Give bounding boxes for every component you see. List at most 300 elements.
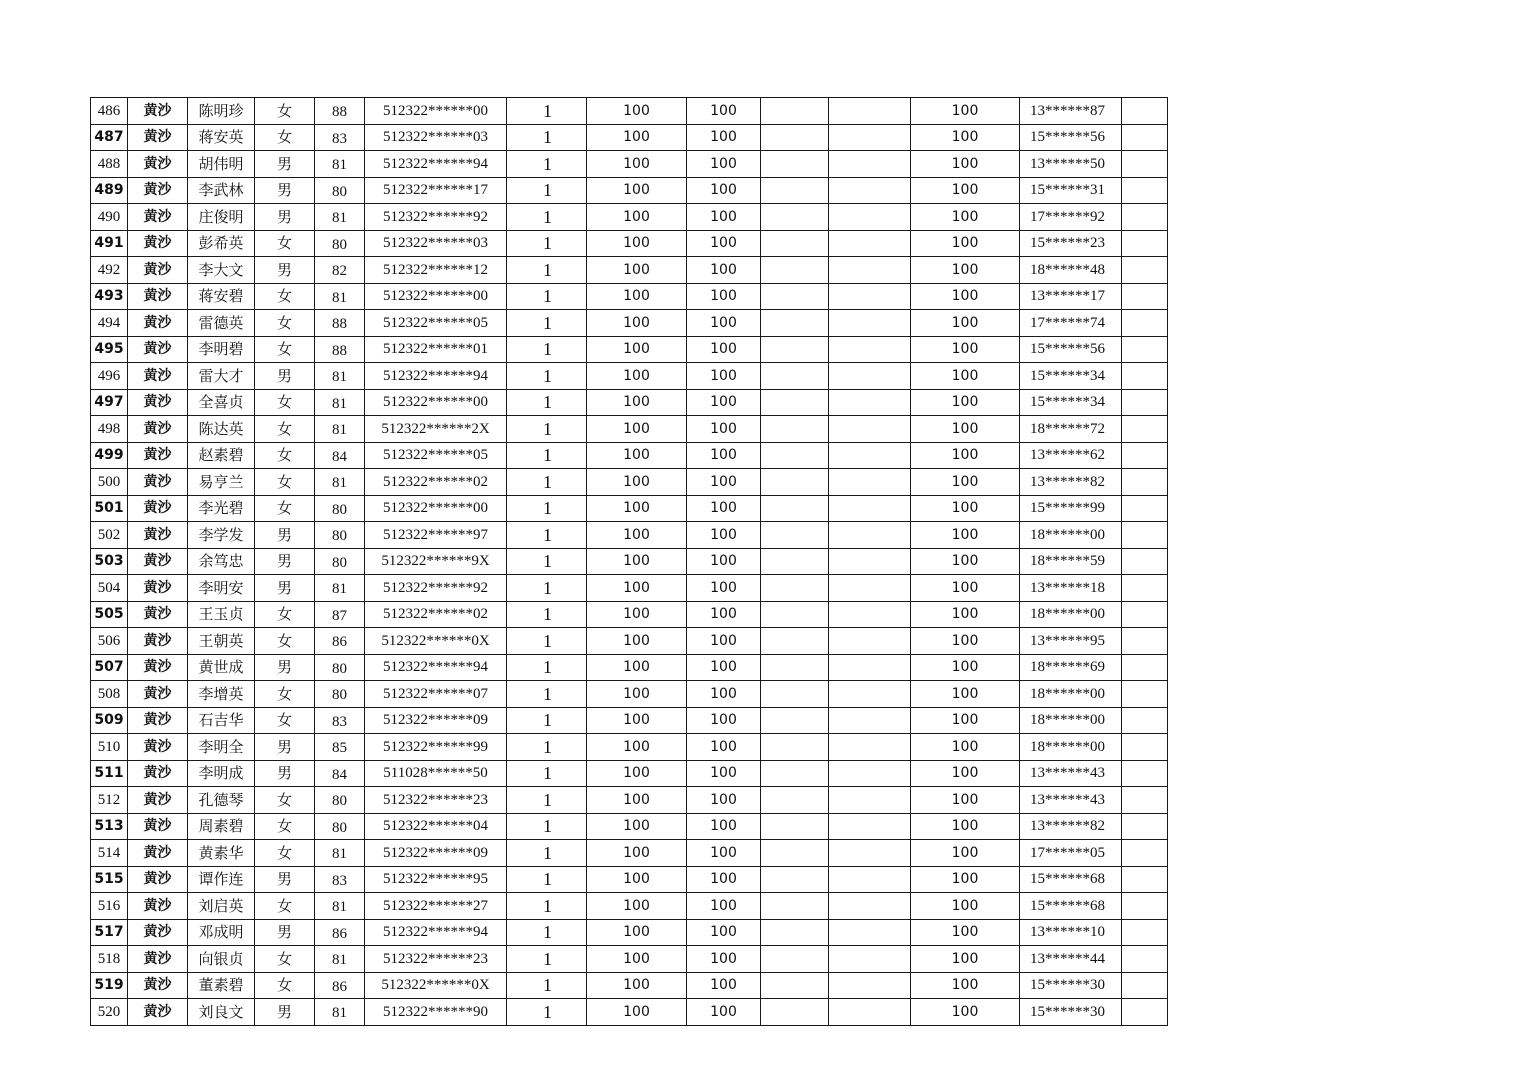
town-cell: 黄沙: [128, 548, 188, 575]
sex-cell: 女: [255, 972, 315, 999]
quantity-cell: 1: [507, 310, 587, 337]
row-number-cell: 504: [91, 575, 128, 602]
quantity-cell: 1: [507, 654, 587, 681]
sex-cell: 女: [255, 707, 315, 734]
age-cell: 85: [315, 734, 365, 761]
amount-b-cell: 100: [687, 257, 761, 284]
empty-cell: [829, 946, 911, 973]
age-cell: 81: [315, 389, 365, 416]
age-cell: 81: [315, 151, 365, 178]
quantity-cell: 1: [507, 866, 587, 893]
age-cell: 81: [315, 575, 365, 602]
empty-cell: [1122, 999, 1168, 1026]
amount-a-cell: 100: [587, 548, 687, 575]
amount-b-cell: 100: [687, 548, 761, 575]
table-row: [91, 787, 1168, 814]
amount-c-cell: 100: [911, 946, 1020, 973]
name-cell: 胡伟明: [188, 151, 255, 178]
amount-a-cell: 100: [587, 999, 687, 1026]
table-row: [91, 495, 1168, 522]
quantity-cell: 1: [507, 760, 587, 787]
amount-c-cell: 100: [911, 177, 1020, 204]
quantity-cell: 1: [507, 707, 587, 734]
quantity-cell: 1: [507, 495, 587, 522]
quantity-cell: 1: [507, 177, 587, 204]
empty-cell: [829, 575, 911, 602]
age-cell: 88: [315, 98, 365, 125]
empty-cell: [761, 946, 829, 973]
empty-cell: [761, 787, 829, 814]
amount-a-cell: 100: [587, 363, 687, 390]
sex-cell: 女: [255, 495, 315, 522]
empty-cell: [829, 124, 911, 151]
empty-cell: [1122, 310, 1168, 337]
age-cell: 84: [315, 442, 365, 469]
empty-cell: [761, 681, 829, 708]
table-body: [91, 98, 1168, 1026]
id-number-cell: 512322******02: [365, 601, 507, 628]
quantity-cell: 1: [507, 840, 587, 867]
quantity-cell: 1: [507, 734, 587, 761]
empty-cell: [1122, 230, 1168, 257]
table-row: [91, 469, 1168, 496]
table-row: [91, 681, 1168, 708]
town-cell: 黄沙: [128, 98, 188, 125]
amount-a-cell: 100: [587, 151, 687, 178]
quantity-cell: 1: [507, 972, 587, 999]
sex-cell: 男: [255, 522, 315, 549]
empty-cell: [829, 230, 911, 257]
quantity-cell: 1: [507, 469, 587, 496]
row-number-cell: 510: [91, 734, 128, 761]
sex-cell: 男: [255, 919, 315, 946]
sex-cell: 男: [255, 654, 315, 681]
empty-cell: [761, 177, 829, 204]
table-row: [91, 813, 1168, 840]
amount-a-cell: 100: [587, 310, 687, 337]
id-number-cell: 512322******94: [365, 151, 507, 178]
quantity-cell: 1: [507, 787, 587, 814]
amount-c-cell: 100: [911, 601, 1020, 628]
age-cell: 86: [315, 919, 365, 946]
sex-cell: 男: [255, 363, 315, 390]
quantity-cell: 1: [507, 151, 587, 178]
quantity-cell: 1: [507, 336, 587, 363]
table-row: [91, 310, 1168, 337]
age-cell: 80: [315, 230, 365, 257]
empty-cell: [829, 310, 911, 337]
amount-b-cell: 100: [687, 389, 761, 416]
sex-cell: 女: [255, 336, 315, 363]
empty-cell: [761, 257, 829, 284]
id-number-cell: 512322******12: [365, 257, 507, 284]
amount-a-cell: 100: [587, 866, 687, 893]
empty-cell: [1122, 866, 1168, 893]
age-cell: 80: [315, 522, 365, 549]
table-row: [91, 416, 1168, 443]
table-row: [91, 442, 1168, 469]
age-cell: 88: [315, 336, 365, 363]
age-cell: 81: [315, 283, 365, 310]
town-cell: 黄沙: [128, 257, 188, 284]
amount-c-cell: 100: [911, 707, 1020, 734]
town-cell: 黄沙: [128, 681, 188, 708]
amount-c-cell: 100: [911, 734, 1020, 761]
amount-c-cell: 100: [911, 840, 1020, 867]
name-cell: 陈明珍: [188, 98, 255, 125]
age-cell: 86: [315, 972, 365, 999]
name-cell: 雷大才: [188, 363, 255, 390]
empty-cell: [829, 416, 911, 443]
amount-b-cell: 100: [687, 495, 761, 522]
empty-cell: [829, 840, 911, 867]
sex-cell: 男: [255, 999, 315, 1026]
amount-c-cell: 100: [911, 628, 1020, 655]
town-cell: 黄沙: [128, 654, 188, 681]
phone-cell: 15******68: [1020, 893, 1122, 920]
town-cell: 黄沙: [128, 919, 188, 946]
town-cell: 黄沙: [128, 177, 188, 204]
phone-cell: 13******43: [1020, 760, 1122, 787]
phone-cell: 17******74: [1020, 310, 1122, 337]
empty-cell: [1122, 972, 1168, 999]
name-cell: 刘启英: [188, 893, 255, 920]
quantity-cell: 1: [507, 522, 587, 549]
amount-a-cell: 100: [587, 654, 687, 681]
name-cell: 彭希英: [188, 230, 255, 257]
quantity-cell: 1: [507, 681, 587, 708]
empty-cell: [829, 548, 911, 575]
empty-cell: [761, 336, 829, 363]
table-row: [91, 230, 1168, 257]
empty-cell: [1122, 893, 1168, 920]
row-number-cell: 497: [91, 389, 128, 416]
table-row: [91, 601, 1168, 628]
row-number-cell: 494: [91, 310, 128, 337]
name-cell: 邓成明: [188, 919, 255, 946]
empty-cell: [829, 257, 911, 284]
sex-cell: 女: [255, 469, 315, 496]
town-cell: 黄沙: [128, 363, 188, 390]
amount-c-cell: 100: [911, 866, 1020, 893]
amount-a-cell: 100: [587, 522, 687, 549]
empty-cell: [829, 681, 911, 708]
quantity-cell: 1: [507, 416, 587, 443]
phone-cell: 15******34: [1020, 389, 1122, 416]
phone-cell: 15******56: [1020, 336, 1122, 363]
phone-cell: 18******00: [1020, 601, 1122, 628]
amount-c-cell: 100: [911, 972, 1020, 999]
table-row: [91, 124, 1168, 151]
town-cell: 黄沙: [128, 416, 188, 443]
amount-b-cell: 100: [687, 124, 761, 151]
empty-cell: [761, 866, 829, 893]
age-cell: 80: [315, 654, 365, 681]
amount-a-cell: 100: [587, 787, 687, 814]
phone-cell: 18******72: [1020, 416, 1122, 443]
id-number-cell: 512322******17: [365, 177, 507, 204]
table-row: [91, 151, 1168, 178]
table-row: [91, 707, 1168, 734]
table-row: [91, 575, 1168, 602]
row-number-cell: 501: [91, 495, 128, 522]
empty-cell: [829, 707, 911, 734]
town-cell: 黄沙: [128, 813, 188, 840]
amount-c-cell: 100: [911, 151, 1020, 178]
amount-b-cell: 100: [687, 522, 761, 549]
sex-cell: 男: [255, 760, 315, 787]
sex-cell: 女: [255, 681, 315, 708]
quantity-cell: 1: [507, 893, 587, 920]
empty-cell: [829, 336, 911, 363]
table-row: [91, 336, 1168, 363]
amount-a-cell: 100: [587, 707, 687, 734]
phone-cell: 18******69: [1020, 654, 1122, 681]
name-cell: 李增英: [188, 681, 255, 708]
name-cell: 李光碧: [188, 495, 255, 522]
empty-cell: [829, 442, 911, 469]
phone-cell: 15******23: [1020, 230, 1122, 257]
id-number-cell: 512322******00: [365, 495, 507, 522]
age-cell: 81: [315, 204, 365, 231]
age-cell: 80: [315, 548, 365, 575]
table-row: [91, 363, 1168, 390]
id-number-cell: 512322******95: [365, 866, 507, 893]
name-cell: 蒋安英: [188, 124, 255, 151]
town-cell: 黄沙: [128, 972, 188, 999]
age-cell: 80: [315, 787, 365, 814]
amount-b-cell: 100: [687, 654, 761, 681]
town-cell: 黄沙: [128, 495, 188, 522]
quantity-cell: 1: [507, 946, 587, 973]
empty-cell: [1122, 734, 1168, 761]
sex-cell: 女: [255, 787, 315, 814]
amount-c-cell: 100: [911, 469, 1020, 496]
id-number-cell: 512322******94: [365, 363, 507, 390]
town-cell: 黄沙: [128, 442, 188, 469]
town-cell: 黄沙: [128, 522, 188, 549]
empty-cell: [829, 787, 911, 814]
empty-cell: [829, 469, 911, 496]
town-cell: 黄沙: [128, 336, 188, 363]
town-cell: 黄沙: [128, 760, 188, 787]
empty-cell: [1122, 654, 1168, 681]
amount-b-cell: 100: [687, 442, 761, 469]
row-number-cell: 505: [91, 601, 128, 628]
amount-b-cell: 100: [687, 919, 761, 946]
row-number-cell: 493: [91, 283, 128, 310]
row-number-cell: 491: [91, 230, 128, 257]
quantity-cell: 1: [507, 575, 587, 602]
age-cell: 81: [315, 946, 365, 973]
age-cell: 82: [315, 257, 365, 284]
phone-cell: 15******56: [1020, 124, 1122, 151]
quantity-cell: 1: [507, 230, 587, 257]
age-cell: 81: [315, 893, 365, 920]
row-number-cell: 486: [91, 98, 128, 125]
amount-c-cell: 100: [911, 363, 1020, 390]
empty-cell: [829, 389, 911, 416]
sex-cell: 男: [255, 204, 315, 231]
empty-cell: [829, 363, 911, 390]
quantity-cell: 1: [507, 442, 587, 469]
id-number-cell: 512322******00: [365, 283, 507, 310]
row-number-cell: 488: [91, 151, 128, 178]
name-cell: 易亨兰: [188, 469, 255, 496]
quantity-cell: 1: [507, 98, 587, 125]
age-cell: 83: [315, 124, 365, 151]
empty-cell: [1122, 98, 1168, 125]
phone-cell: 18******59: [1020, 548, 1122, 575]
age-cell: 83: [315, 707, 365, 734]
empty-cell: [1122, 257, 1168, 284]
amount-c-cell: 100: [911, 787, 1020, 814]
name-cell: 赵素碧: [188, 442, 255, 469]
phone-cell: 17******05: [1020, 840, 1122, 867]
name-cell: 向银贞: [188, 946, 255, 973]
empty-cell: [1122, 787, 1168, 814]
empty-cell: [761, 416, 829, 443]
empty-cell: [1122, 840, 1168, 867]
empty-cell: [829, 654, 911, 681]
phone-cell: 17******92: [1020, 204, 1122, 231]
sex-cell: 男: [255, 151, 315, 178]
amount-a-cell: 100: [587, 946, 687, 973]
empty-cell: [761, 469, 829, 496]
phone-cell: 13******50: [1020, 151, 1122, 178]
phone-cell: 15******30: [1020, 999, 1122, 1026]
row-number-cell: 500: [91, 469, 128, 496]
empty-cell: [1122, 760, 1168, 787]
id-number-cell: 512322******99: [365, 734, 507, 761]
amount-c-cell: 100: [911, 654, 1020, 681]
id-number-cell: 512322******92: [365, 204, 507, 231]
phone-cell: 15******30: [1020, 972, 1122, 999]
town-cell: 黄沙: [128, 230, 188, 257]
amount-c-cell: 100: [911, 416, 1020, 443]
amount-a-cell: 100: [587, 734, 687, 761]
age-cell: 87: [315, 601, 365, 628]
town-cell: 黄沙: [128, 707, 188, 734]
name-cell: 庄俊明: [188, 204, 255, 231]
amount-a-cell: 100: [587, 681, 687, 708]
town-cell: 黄沙: [128, 787, 188, 814]
amount-b-cell: 100: [687, 310, 761, 337]
age-cell: 84: [315, 760, 365, 787]
empty-cell: [1122, 151, 1168, 178]
empty-cell: [1122, 946, 1168, 973]
amount-b-cell: 100: [687, 999, 761, 1026]
empty-cell: [1122, 469, 1168, 496]
row-number-cell: 507: [91, 654, 128, 681]
table-row: [91, 389, 1168, 416]
amount-c-cell: 100: [911, 230, 1020, 257]
town-cell: 黄沙: [128, 999, 188, 1026]
amount-b-cell: 100: [687, 787, 761, 814]
table-row: [91, 866, 1168, 893]
age-cell: 81: [315, 999, 365, 1026]
row-number-cell: 515: [91, 866, 128, 893]
amount-c-cell: 100: [911, 548, 1020, 575]
name-cell: 李明安: [188, 575, 255, 602]
name-cell: 雷德英: [188, 310, 255, 337]
amount-b-cell: 100: [687, 204, 761, 231]
empty-cell: [761, 840, 829, 867]
row-number-cell: 519: [91, 972, 128, 999]
id-number-cell: 512322******02: [365, 469, 507, 496]
id-number-cell: 512322******90: [365, 999, 507, 1026]
id-number-cell: 512322******05: [365, 442, 507, 469]
id-number-cell: 512322******09: [365, 840, 507, 867]
name-cell: 全喜贞: [188, 389, 255, 416]
row-number-cell: 512: [91, 787, 128, 814]
table-row: [91, 283, 1168, 310]
amount-b-cell: 100: [687, 866, 761, 893]
phone-cell: 13******82: [1020, 813, 1122, 840]
town-cell: 黄沙: [128, 628, 188, 655]
empty-cell: [829, 893, 911, 920]
name-cell: 李学发: [188, 522, 255, 549]
amount-c-cell: 100: [911, 495, 1020, 522]
amount-a-cell: 100: [587, 204, 687, 231]
row-number-cell: 516: [91, 893, 128, 920]
sex-cell: 女: [255, 310, 315, 337]
empty-cell: [1122, 575, 1168, 602]
phone-cell: 13******43: [1020, 787, 1122, 814]
quantity-cell: 1: [507, 601, 587, 628]
amount-a-cell: 100: [587, 177, 687, 204]
id-number-cell: 512322******01: [365, 336, 507, 363]
table-row: [91, 734, 1168, 761]
amount-b-cell: 100: [687, 760, 761, 787]
quantity-cell: 1: [507, 919, 587, 946]
id-number-cell: 512322******00: [365, 389, 507, 416]
amount-b-cell: 100: [687, 601, 761, 628]
sex-cell: 女: [255, 813, 315, 840]
sex-cell: 女: [255, 893, 315, 920]
name-cell: 陈达英: [188, 416, 255, 443]
empty-cell: [761, 283, 829, 310]
age-cell: 81: [315, 363, 365, 390]
sex-cell: 男: [255, 866, 315, 893]
quantity-cell: 1: [507, 124, 587, 151]
amount-a-cell: 100: [587, 893, 687, 920]
empty-cell: [1122, 707, 1168, 734]
sex-cell: 男: [255, 257, 315, 284]
table-row: [91, 257, 1168, 284]
name-cell: 李武林: [188, 177, 255, 204]
empty-cell: [829, 204, 911, 231]
id-number-cell: 512322******05: [365, 310, 507, 337]
name-cell: 李大文: [188, 257, 255, 284]
empty-cell: [829, 151, 911, 178]
empty-cell: [761, 760, 829, 787]
empty-cell: [1122, 416, 1168, 443]
amount-a-cell: 100: [587, 469, 687, 496]
empty-cell: [761, 893, 829, 920]
amount-b-cell: 100: [687, 707, 761, 734]
phone-cell: 13******95: [1020, 628, 1122, 655]
name-cell: 黄素华: [188, 840, 255, 867]
name-cell: 李明全: [188, 734, 255, 761]
empty-cell: [1122, 681, 1168, 708]
amount-a-cell: 100: [587, 442, 687, 469]
amount-b-cell: 100: [687, 575, 761, 602]
quantity-cell: 1: [507, 999, 587, 1026]
name-cell: 石吉华: [188, 707, 255, 734]
amount-c-cell: 100: [911, 336, 1020, 363]
phone-cell: 18******00: [1020, 734, 1122, 761]
